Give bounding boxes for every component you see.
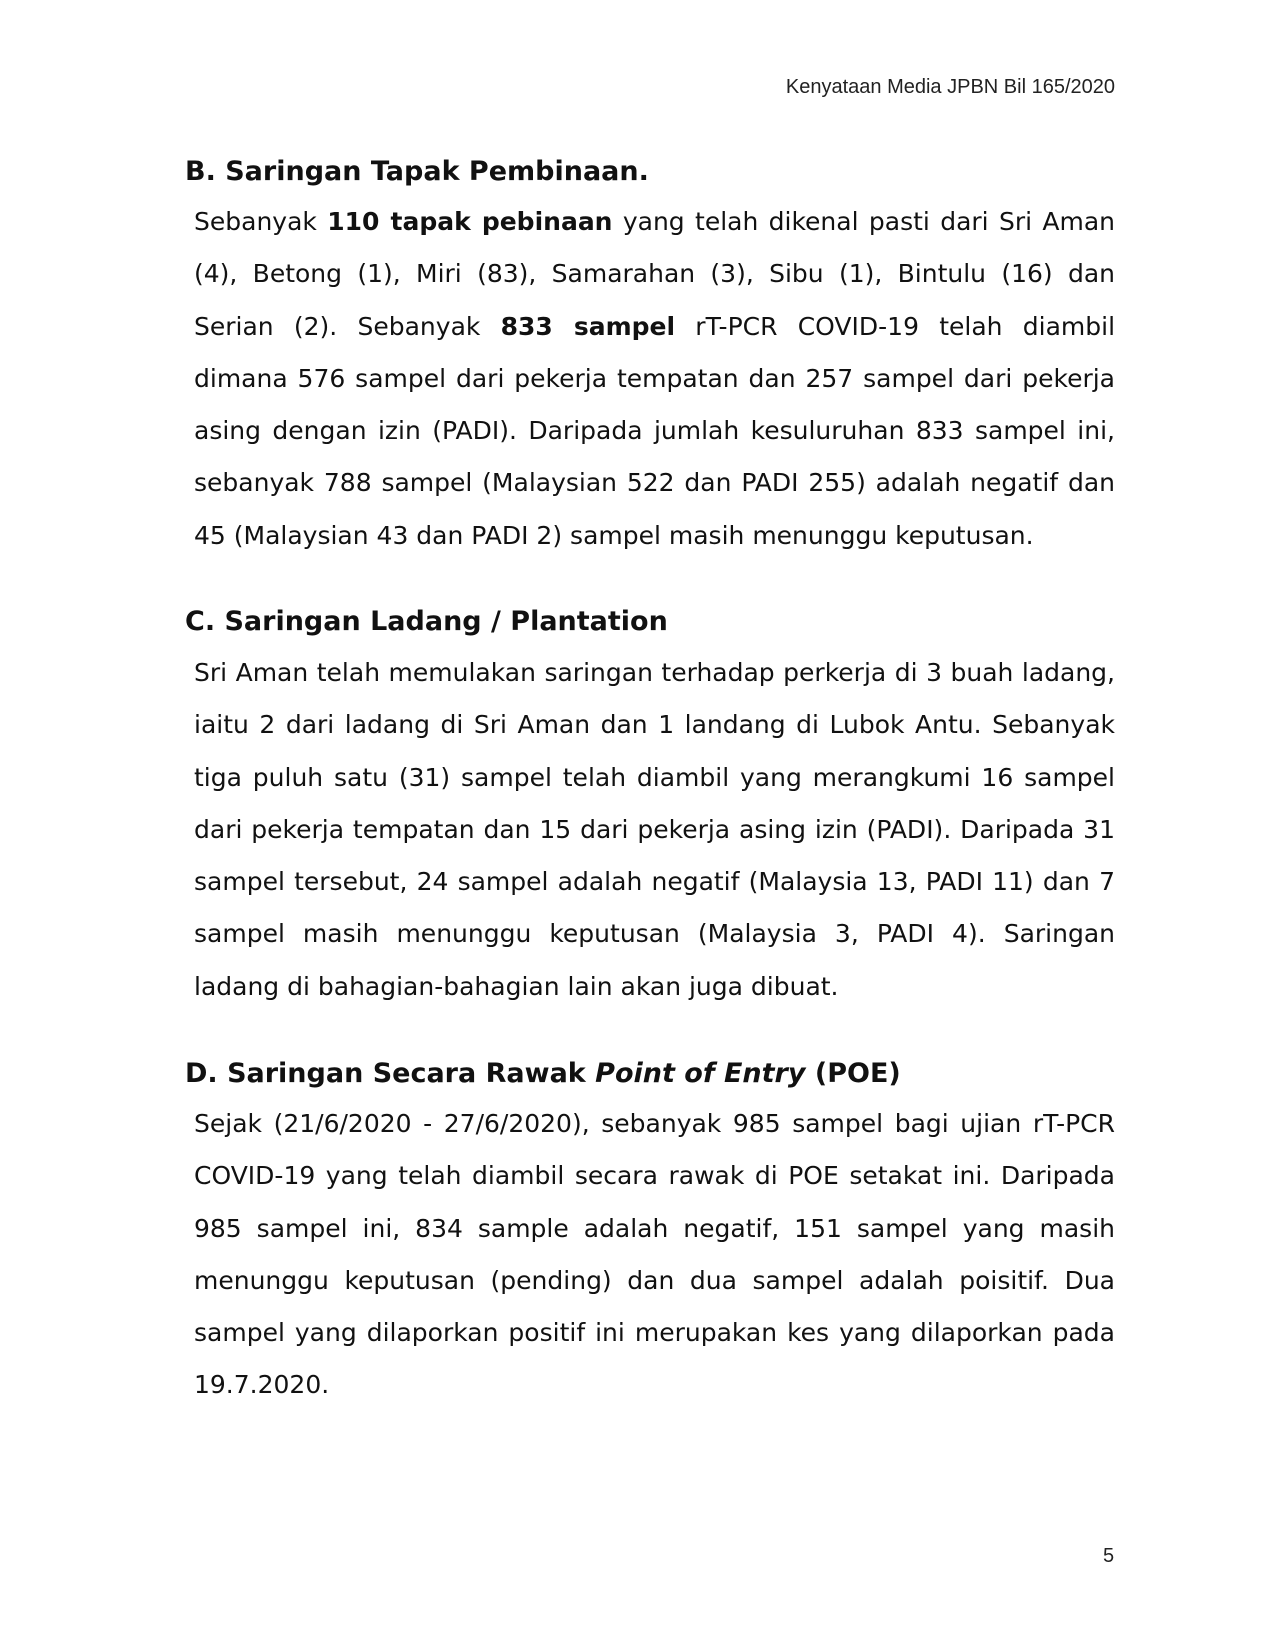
page-number: 5 [1103, 1545, 1115, 1567]
document-header: Kenyataan Media JPBN Bil 165/2020 [785, 76, 1115, 98]
section-d-title-prefix: D. Saringan Secara Rawak [185, 1058, 596, 1089]
section-b-bold-samples: 833 sampel [500, 311, 676, 341]
section-c-body: Sri Aman telah memulakan saringan terhadap perkerja di 3 buah ladang, iaitu 2 dari ladang di Sri Aman dan 1 landang di Lubok Antu. Sebanyak tiga puluh satu (31) sampel telah diambil yang merangkumi 16 sampel dari pekerja tempatan dan 15 dari pekerja asing izin (PADI). Daripada 31 sampel tersebut, 24 sampel adalah negatif (Malaysia 13, PADI 11) dan 7 sampel masih menunggu keputusan (Malaysia 3, PADI 4). Saringan ladang di bahagian-bahagian lain akan juga dibuat. [194, 658, 1115, 1001]
section-d-title-suffix: (POE) [805, 1058, 901, 1089]
section-b-text-3: rT-PCR COVID-19 telah diambil dimana 576 sampel dari pekerja tempatan dan 257 sampel dari pekerja asing dengan izin (PADI). Daripada jumlah kesuluruhan 833 sampel ini, sebanyak 788 sampel (Malaysian 522 dan PADI 255) adalah negatif dan 45 (Malaysian 43 dan PADI 2) sampel masih menunggu keputusan. [194, 311, 1116, 550]
section-b-text-2: yang telah dikenal pasti dari Sri Aman (4), Betong (1), Miri (83), Samarahan (3), Sibu (1), Bintulu (16) dan Serian (2). Sebanyak [194, 207, 1116, 341]
section-b-bold-sites: 110 tapak pebinaan [327, 207, 613, 236]
section-d-title-italic: Point of Entry [595, 1058, 806, 1089]
section-b-body [194, 196, 1115, 562]
section-d-heading [185, 1054, 1115, 1094]
section-b-heading: B. Saringan Tapak Pembinaan. [185, 156, 649, 187]
section-b-text-1: Sebanyak [194, 207, 328, 236]
section-d-body: Sejak (21/6/2020 - 27/6/2020), sebanyak 985 sampel bagi ujian rT-PCR COVID-19 yang telah diambil secara rawak di POE setakat ini. Daripada 985 sampel ini, 834 sample adalah negatif, 151 sampel yang masih menunggu keputusan (pending) dan dua sampel adalah poisitif. Dua sampel yang dilaporkan positif ini merupakan kes yang dilaporkan pada 19.7.2020. [194, 1109, 1115, 1400]
section-c-heading: C. Saringan Ladang / Plantation [185, 606, 668, 637]
